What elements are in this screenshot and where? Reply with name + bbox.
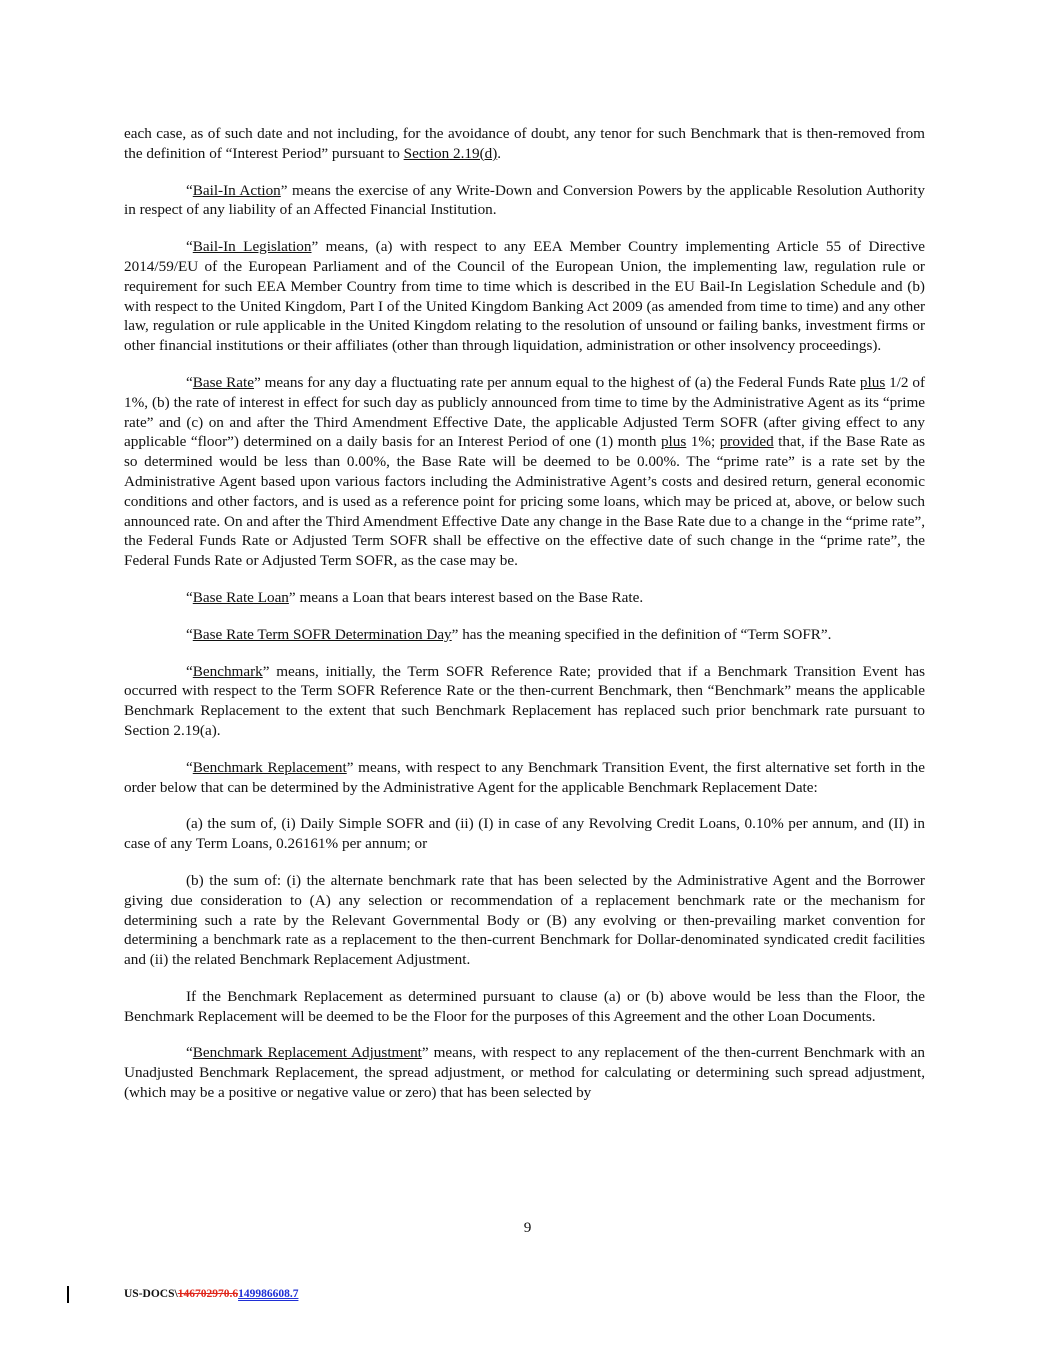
- section-reference-link: Section 2.19(d): [403, 144, 498, 162]
- defined-term: Benchmark: [192, 662, 263, 680]
- defined-term: Bail-In Action: [192, 181, 281, 199]
- footer-prefix: US-DOCS\: [124, 1288, 178, 1300]
- definition-base-rate-term-sofr-day: “Base Rate Term SOFR Determination Day” has the meaning specified in the definition of “Term SOFR”.: [186, 625, 832, 643]
- page-number: 9: [523, 1219, 532, 1236]
- defined-term: Base Rate: [192, 373, 254, 391]
- document-footer: [124, 1288, 298, 1300]
- clause-b: (b) the sum of: (i) the alternate benchmark rate that has been selected by the Administrative Agent and the Borrower giving due consideration to (A) any selection or recommendation of a replacement benchmark rate or the mechanism for determining such a rate by the Relevant Governmental Body or (B) any evolving or then-prevailing market convention for determining a benchmark rate as a replacement to the then-current Benchmark for Dollar-denominated syndicated credit facilities and (ii) the related Benchmark Replacement Adjustment.: [124, 871, 925, 969]
- defined-term: Benchmark Replacement: [192, 758, 347, 776]
- paragraph-continuation: each case, as of such date and not including, for the avoidance of doubt, any tenor for such Benchmark that is then-removed from the definition of “Interest Period” pursuant to Section 2.19(d).: [124, 125, 925, 162]
- defined-term: Benchmark Replacement Adjustment: [192, 1044, 422, 1062]
- clause-a: (a) the sum of, (i) Daily Simple SOFR and (ii) (I) in case of any Revolving Credit Loans, 0.10% per annum, and (II) in case of any Term Loans, 0.26161% per annum; or: [124, 815, 925, 853]
- floor-paragraph: If the Benchmark Replacement as determined pursuant to clause (a) or (b) above would be less than the Floor, the Benchmark Replacement will be deemed to be the Floor for the purposes of this Agreement and the other Loan Documents.: [124, 987, 925, 1025]
- definition-base-rate: “Base Rate” means for any day a fluctuating rate per annum equal to the highest of (a) the Federal Funds Rate plus 1/2 of 1%, (b) the rate of interest in effect for such day as publicly announced from time to time by the Administrative Agent as its “prime rate” and (c) on and after the Third Amendment Effective Date, the applicable Adjusted Term SOFR (after giving effect to any applicable “floor”) determined on a daily basis for an Interest Period of one (1) month plus 1%; provided that, if the Base Rate as so determined would be less than 0.00%, the Base Rate will be deemed to be 0.00%. The “prime rate” is a rate set by the Administrative Agent based upon various factors including the Administrative Agent’s costs and desired return, general economic conditions and other factors, and is used as a reference point for pricing some loans, which may be priced at, above, or below such announced rate. On and after the Third Amendment Effective Date any change in the Base Rate due to a change in the “prime rate”, the Federal Funds Rate or Adjusted Term SOFR shall be effective on the effective date of such change in the “prime rate”, the Federal Funds Rate or Adjusted Term SOFR, as the case may be.: [124, 373, 926, 570]
- inserted-doc-number: 149986608.7: [238, 1288, 299, 1300]
- definition-base-rate-loan: “Base Rate Loan” means a Loan that bears interest based on the Base Rate.: [186, 588, 644, 606]
- defined-term: Base Rate Loan: [192, 588, 289, 606]
- defined-term: Base Rate Term SOFR Determination Day: [192, 625, 452, 643]
- definition-bail-in-legislation: “Bail-In Legislation” means, (a) with respect to any EEA Member Country implementing Article 55 of Directive 2014/59/EU of the European Parliament and of the Council of the European Union, the implementing law, regulation rule or requirement for such EEA Member Country from time to time which is described in the EU Bail-In Legislation Schedule and (b) with respect to the United Kingdom, Part I of the United Kingdom Banking Act 2009 (as amended from time to time) and any other law, regulation or rule applicable in the United Kingdom relating to the resolution of unsound or failing banks, investment firms or other financial institutions or their affiliates (other than through liquidation, administration or other insolvency proceedings).: [124, 238, 925, 355]
- document-body: [124, 124, 925, 1120]
- defined-term: Bail-In Legislation: [192, 238, 312, 256]
- deleted-doc-number: 146702970.6: [177, 1288, 239, 1300]
- definition-bail-in-action: “Bail-In Action” means the exercise of any Write-Down and Conversion Powers by the applicable Resolution Authority in respect of any liability of an Affected Financial Institution.: [124, 181, 925, 219]
- definition-benchmark-replacement: “Benchmark Replacement” means, with respect to any Benchmark Transition Event, the first alternative set forth in the order below that can be determined by the Administrative Agent for the applicable Benchmark Replacement Date:: [124, 758, 926, 796]
- definition-benchmark-replacement-adjustment: “Benchmark Replacement Adjustment” means, with respect to any replacement of the then-current Benchmark with an Unadjusted Benchmark Replacement, the spread adjustment, or method for calculating or determining such spread adjustment, (which may be a positive or negative value or zero) that has been selected by: [124, 1044, 925, 1102]
- definition-benchmark: “Benchmark” means, initially, the Term SOFR Reference Rate; provided that if a Benchmark Transition Event has occurred with respect to the Term SOFR Reference Rate or the then-current Benchmark, then “Benchmark” means the applicable Benchmark Replacement to the extent that such Benchmark Replacement has replaced such prior benchmark rate pursuant to Section 2.19(a).: [124, 662, 925, 739]
- change-bar: [67, 1286, 69, 1303]
